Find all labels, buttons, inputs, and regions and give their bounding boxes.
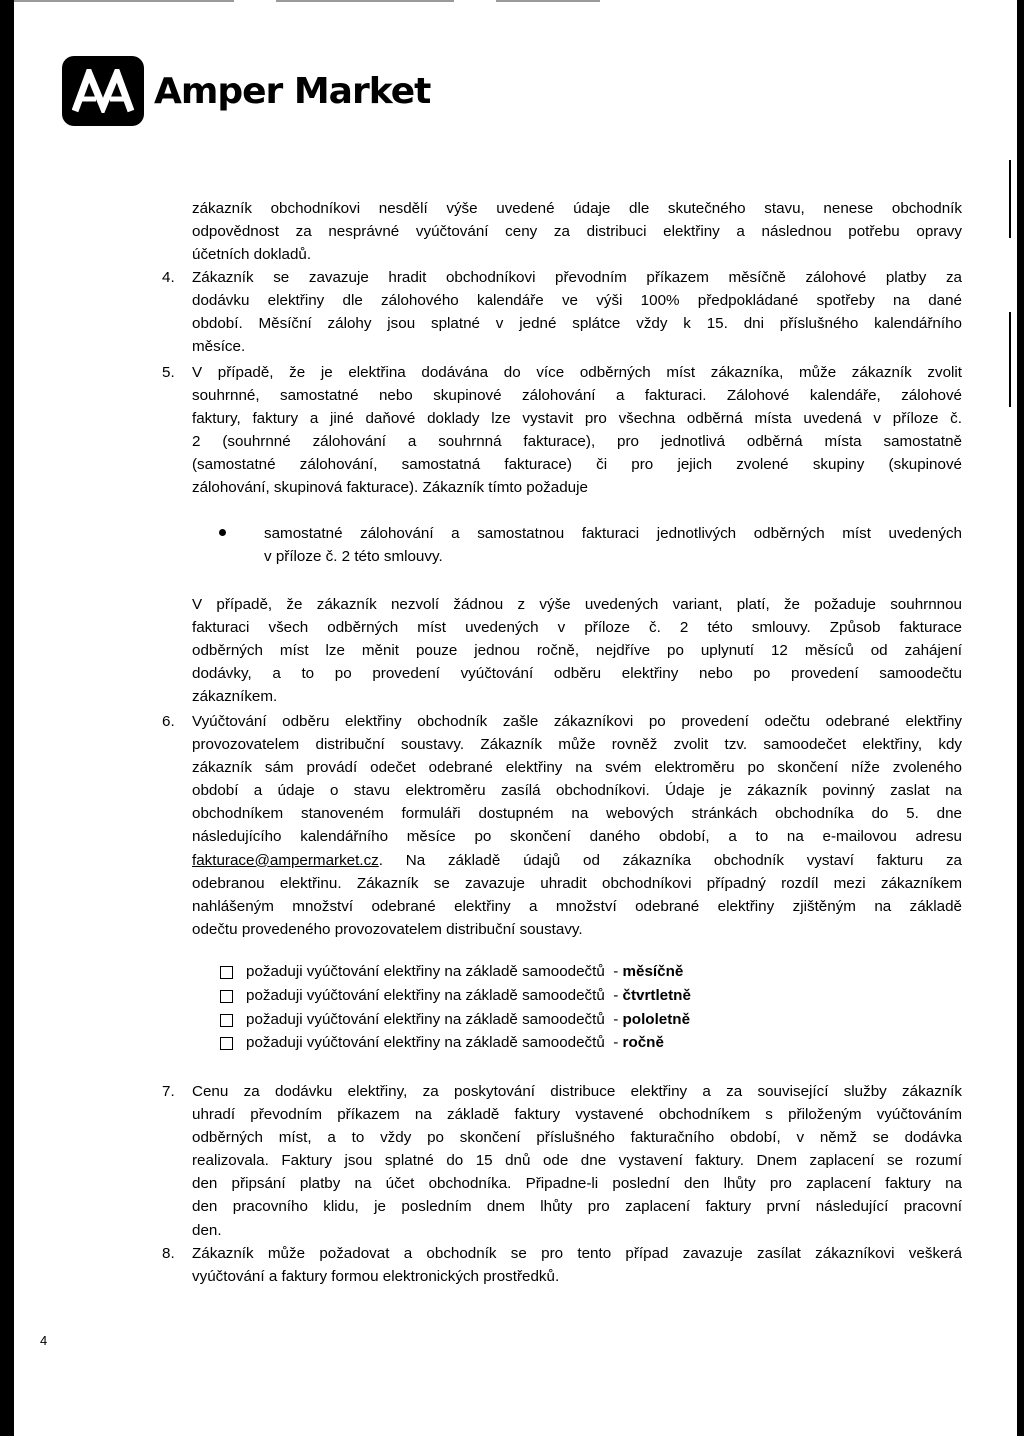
- text-line: obchodníkem stanoveném formuláři dostupném na webových stránkách obchodníka do 5. dne: [192, 805, 962, 823]
- option-period: ročně: [622, 1034, 664, 1052]
- billing-option-monthly[interactable]: [220, 962, 683, 982]
- text-fragment: . Na základě údajů od zákazníka obchodník vystaví fakturu za: [378, 851, 962, 869]
- item-number: 6.: [162, 713, 175, 730]
- text-line: odečtu provedeného provozovatelem distribuční soustavy.: [192, 920, 583, 938]
- text-line: (samostatné zálohování, samostatná fakturace) či pro jejich zvolené skupiny (skupinové: [192, 456, 962, 474]
- scan-edge-line: [14, 0, 234, 2]
- text-line: období. Měsíční zálohy jsou splatné v jedné splátce vždy k 15. dni příslušného kalendářního: [192, 315, 962, 333]
- text-line: Vyúčtování odběru elektřiny obchodník zašle zákazníkovi po provedení odečtu odebrané elektřiny: [192, 713, 962, 730]
- option-label: požaduji vyúčtování elektřiny na základě samoodečtů -: [246, 987, 623, 1005]
- text-line: nahlášeným množství odebrané elektřiny a množství odebrané elektřiny zjištěným na základě: [192, 897, 962, 915]
- item-5-tail-paragraph: [192, 593, 962, 708]
- text-line: fakturaci všech odběrných míst uvedených v příloze č. 2 této smlouvy. Způsob fakturace: [192, 619, 962, 637]
- scan-edge-line: [496, 0, 600, 2]
- text-line: V případě, že je elektřina dodávána do více odběrných míst zákazníka, může zákazník zvolit: [192, 364, 962, 381]
- text-line: Zákazník se zavazuje hradit obchodníkovi převodním příkazem měsíčně zálohové platby za: [192, 269, 962, 286]
- margin-mark: [1009, 312, 1011, 407]
- item-7-paragraph: [192, 1080, 962, 1242]
- text-line: měsíce.: [192, 338, 246, 356]
- text-line: V případě, že zákazník nezvolí žádnou z výše uvedených variant, platí, že požaduje souhrnnou: [192, 596, 962, 613]
- text-line: účetních dokladů.: [192, 246, 312, 264]
- text-line: Cenu za dodávku elektřiny, za poskytování distribuce elektřiny a za související služby zákazník: [192, 1083, 962, 1100]
- text-line: realizovala. Faktury jsou splatné do 15 dnů ode dne vystavení faktury. Dnem zaplacení se rozumí: [192, 1152, 962, 1170]
- text-line: 2 (souhrnné zálohování a souhrnná fakturace), pro jednotlivá odběrná místa samostatně: [192, 433, 962, 451]
- intro-paragraph: [192, 197, 962, 266]
- text-line: zákazníkem.: [192, 688, 278, 706]
- text-line: dodávku elektřiny dle zálohového kalendáře ve výši 100% předpokládané spotřeby na dané: [192, 292, 962, 310]
- text-line: období a údaje o stavu elektroměru zasílá obchodníkovi. Údaje je zákazník povinný zaslat na: [192, 782, 962, 800]
- brand-name: Amper Market: [154, 70, 431, 112]
- item-5-paragraph: [192, 361, 962, 500]
- page-number: 4: [40, 1333, 48, 1348]
- text-line: provozovatelem distribuční soustavy. Zákazník může rovněž zvolit tzv. samoodečet elektřiny, kdy: [192, 736, 962, 754]
- item-number: 4.: [162, 269, 175, 286]
- item-8-paragraph: [192, 1242, 962, 1288]
- text-line: faktury, faktury a jiné daňové doklady lze vystavit pro všechna odběrná místa uvedená v příloze č.: [192, 410, 962, 428]
- text-line: den připsání platby na účet obchodníka. Připadne-li poslední den lhůty pro zaplacení faktury na: [192, 1175, 962, 1193]
- amper-market-logo-icon: [72, 69, 134, 113]
- text-line: Zákazník může požadovat a obchodník se pro tento případ zavazuje zasílat zákazníkovi veškerá: [192, 1245, 962, 1262]
- billing-option-semiannual[interactable]: [220, 1010, 690, 1030]
- option-label: požaduji vyúčtování elektřiny na základě samoodečtů -: [246, 1034, 623, 1052]
- checkbox[interactable]: [220, 966, 233, 979]
- checkbox[interactable]: [220, 990, 233, 1003]
- email-link[interactable]: fakturace@ampermarket.cz: [192, 851, 379, 869]
- billing-option-quarterly[interactable]: [220, 986, 691, 1006]
- item-number: 5.: [162, 364, 175, 381]
- text-line: [192, 849, 962, 872]
- option-period: pololetně: [622, 1011, 691, 1029]
- text-line: samostatné zálohování a samostatnou fakturaci jednotlivých odběrných míst uvedených: [264, 525, 962, 542]
- billing-option-annual[interactable]: [220, 1033, 664, 1053]
- text-line: zákazník sám provádí odečet odebrané elektřiny na svém elektroměru po skončení níže zvoleného: [192, 759, 962, 777]
- text-line: odběrných míst lze měnit pouze jednou ročně, nejdříve po uplynutí 12 měsíců od zahájení: [192, 642, 962, 660]
- brand-logo: [62, 54, 430, 128]
- text-line: den pracovního klidu, je posledním dnem lhůty pro zaplacení faktury první následující pracovní: [192, 1198, 962, 1216]
- text-line: následujícího kalendářního měsíce po skončení daného období, a to na e-mailovou adresu: [192, 828, 962, 846]
- margin-mark: [1009, 160, 1011, 238]
- option-label: požaduji vyúčtování elektřiny na základě samoodečtů -: [246, 1011, 623, 1029]
- text-line: odebranou elektřinu. Zákazník se zavazuje uhradit obchodníkovi případný rozdíl mezi zákazníkem: [192, 874, 962, 892]
- text-line: odpovědnost za nesprávné vyúčtování ceny za distribuci elektřiny a následnou potřebu opravy: [192, 223, 962, 241]
- text-line: vyúčtování a faktury formou elektronických prostředků.: [192, 1268, 560, 1286]
- option-label: požaduji vyúčtování elektřiny na základě samoodečtů -: [246, 963, 623, 981]
- text-line: zálohování, skupinová fakturace). Zákazník tímto požaduje: [192, 479, 588, 497]
- scan-edge-line: [276, 0, 454, 2]
- item-6-paragraph: [192, 710, 962, 941]
- text-line: zákazník obchodníkovi nesdělí výše uvedené údaje dle skutečného stavu, nenese obchodník: [192, 200, 962, 217]
- checkbox[interactable]: [220, 1014, 233, 1027]
- option-period: měsíčně: [622, 963, 684, 981]
- text-line: odběrných míst, a to vždy po skončení příslušného fakturačního období, v němž se dodávka: [192, 1129, 962, 1147]
- option-period: čtvrtletně: [622, 987, 691, 1005]
- checkbox[interactable]: [220, 1037, 233, 1050]
- item-number: 8.: [162, 1245, 175, 1262]
- bullet-icon: [219, 529, 226, 536]
- text-line: uhradí převodním příkazem na základě faktury vystavené obchodníkem s přiloženým vyúčtováním: [192, 1106, 962, 1124]
- document-page: [14, 0, 1017, 1436]
- item-number: 7.: [162, 1083, 175, 1100]
- text-line: den.: [192, 1221, 222, 1239]
- text-line: souhrnné, samostatné nebo skupinové zálohování a fakturaci. Zálohové kalendáře, zálohové: [192, 387, 962, 405]
- text-line: v příloze č. 2 této smlouvy.: [264, 548, 443, 566]
- bullet-item: [264, 522, 962, 568]
- item-4-paragraph: [192, 266, 962, 358]
- text-line: dodávky, a to po provedení vyúčtování odběru elektřiny nebo po provedení samoodečtu: [192, 665, 962, 683]
- logo-mark-icon: [62, 56, 144, 126]
